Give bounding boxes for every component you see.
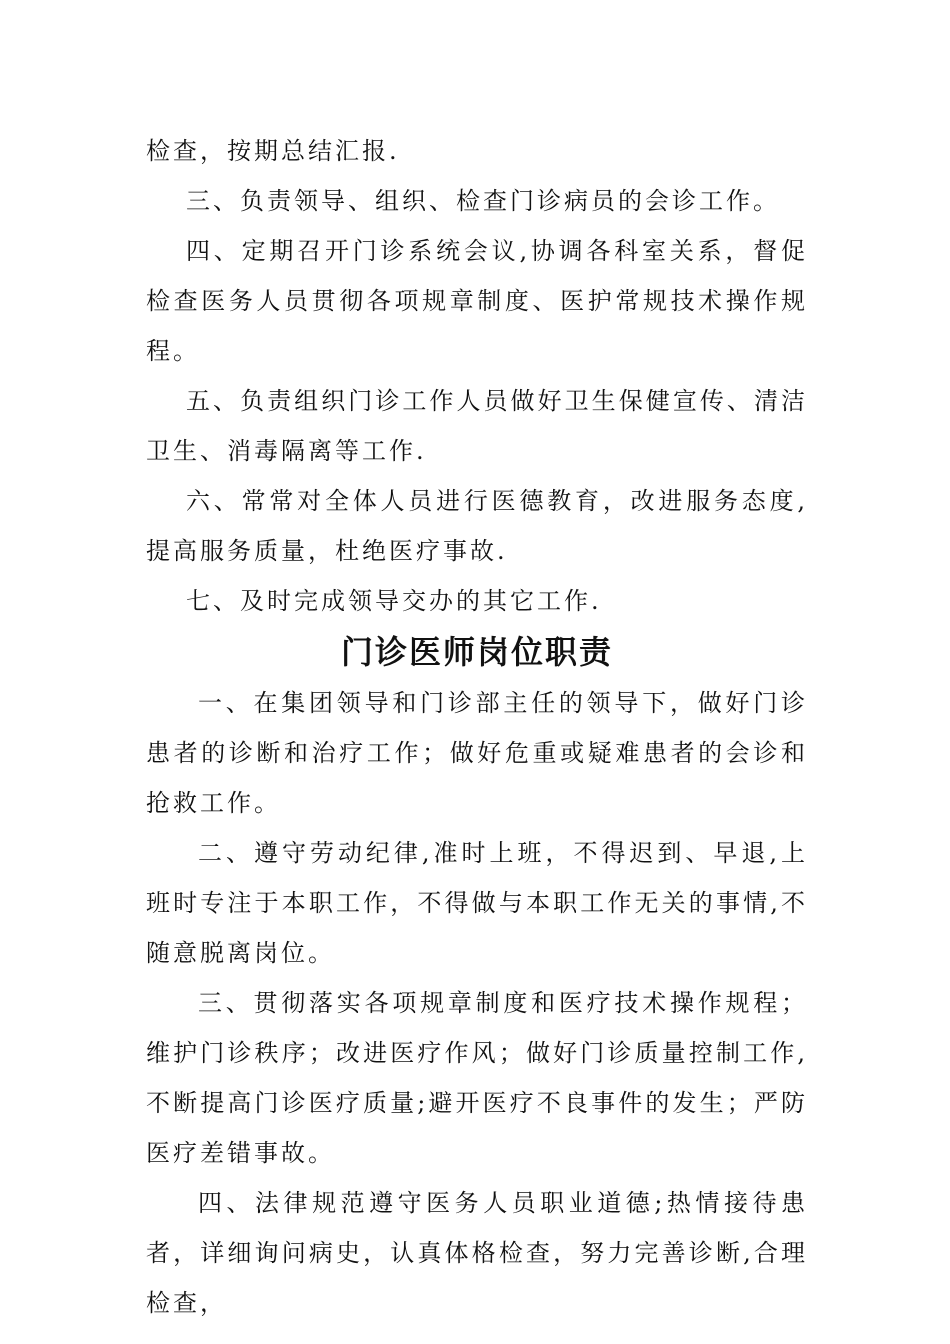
duty-item-2: 二、遵守劳动纪律,准时上班，不得迟到、早退,上班时专注于本职工作，不得做与本职工作无关的事情,不随意脱离岗位。 xyxy=(146,839,808,967)
paragraph-continuation: 检查，按期总结汇报. xyxy=(146,137,400,165)
section-title: 门诊医师岗位职责 xyxy=(340,633,613,671)
duty-item-4: 四、法律规范遵守医务人员职业道德;热情接待患者，详细询问病史，认真体格检查，努力完善诊断,合理检查， xyxy=(146,1189,808,1317)
duty-item-1: 一、在集团领导和门诊部主任的领导下，做好门诊患者的诊断和治疗工作；做好危重或疑难患者的会诊和抢救工作。 xyxy=(146,689,808,817)
duty-item-3: 三、贯彻落实各项规章制度和医疗技术操作规程；维护门诊秩序；改进医疗作风；做好门诊质量控制工作,不断提高门诊医疗质量;避开医疗不良事件的发生；严防医疗差错事故。 xyxy=(146,989,808,1167)
paragraph-item-6: 六、常常对全体人员进行医德教育，改进服务态度,提高服务质量，杜绝医疗事故. xyxy=(146,487,808,565)
paragraph-item-3: 三、负责领导、组织、检查门诊病员的会诊工作。 xyxy=(186,187,780,215)
document-page xyxy=(146,126,808,1328)
paragraph-item-5: 五、负责组织门诊工作人员做好卫生保健宣传、清洁卫生、消毒隔离等工作. xyxy=(146,387,808,465)
paragraph-item-7: 七、及时完成领导交办的其它工作. xyxy=(186,587,602,615)
paragraph-item-4: 四、定期召开门诊系统会议,协调各科室关系，督促检查医务人员贯彻各项规章制度、医护常规技术操作规程。 xyxy=(146,237,808,365)
